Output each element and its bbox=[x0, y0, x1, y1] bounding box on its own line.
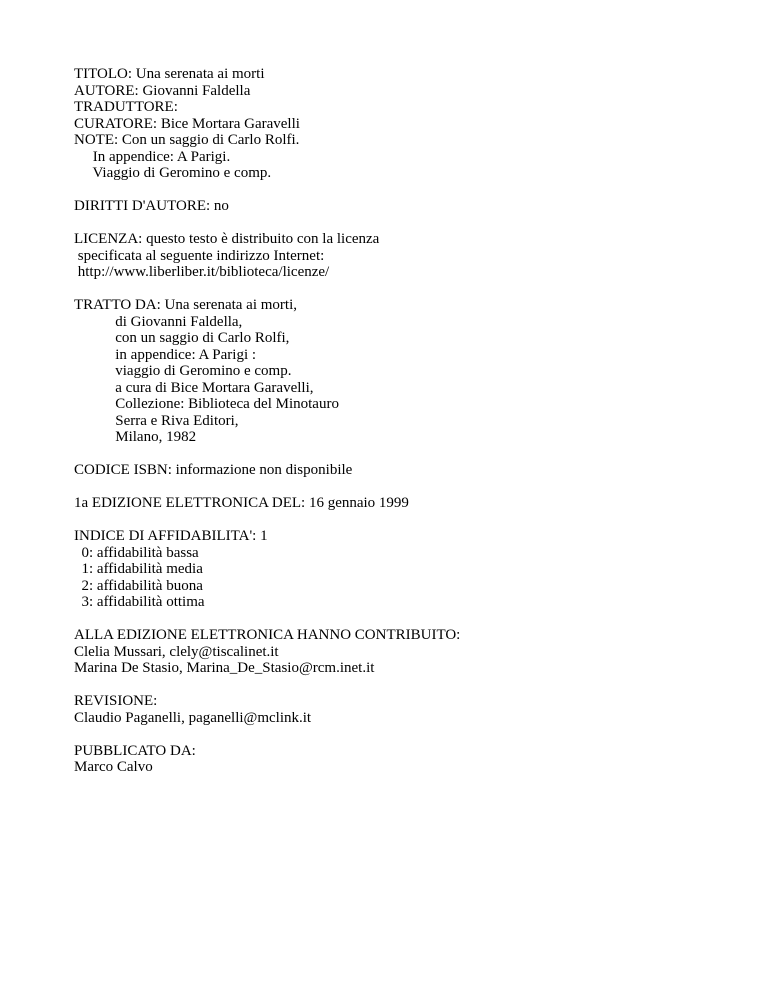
spacer bbox=[74, 281, 734, 298]
spacer bbox=[74, 611, 734, 628]
publisher-section bbox=[74, 743, 734, 776]
source-line: con un saggio di Carlo Rolfi, bbox=[74, 330, 290, 346]
source-section bbox=[74, 297, 734, 446]
reliability-line: 3: affidabilità ottima bbox=[74, 594, 205, 610]
revision-line: REVISIONE: bbox=[74, 693, 158, 709]
rights-line: DIRITTI D'AUTORE: no bbox=[74, 198, 229, 214]
editor-line: CURATORE: Bice Mortara Garavelli bbox=[74, 115, 300, 132]
reliability-line: 0: affidabilità bassa bbox=[74, 544, 199, 561]
license-section bbox=[74, 231, 734, 281]
revision-line: Claudio Paganelli, paganelli@mclink.it bbox=[74, 709, 312, 726]
document-body bbox=[74, 66, 734, 776]
spacer bbox=[74, 182, 734, 199]
license-line: specificata al seguente indirizzo Internet: bbox=[74, 247, 325, 264]
source-line: TRATTO DA: Una serenata ai morti, bbox=[74, 297, 298, 313]
title-line: TITOLO: Una serenata ai morti bbox=[74, 66, 265, 82]
reliability-line: 1: affidabilità media bbox=[74, 561, 203, 577]
source-line: viaggio di Geromino e comp. bbox=[74, 363, 292, 379]
contributors-section bbox=[74, 627, 734, 677]
contributors-line: ALLA EDIZIONE ELETTRONICA HANNO CONTRIBUITO: bbox=[74, 627, 461, 643]
contributors-line: Marina De Stasio, Marina_De_Stasio@rcm.inet.it bbox=[74, 660, 375, 676]
reliability-line: INDICE DI AFFIDABILITA': 1 bbox=[74, 528, 268, 544]
publisher-line: Marco Calvo bbox=[74, 759, 153, 775]
isbn-line: CODICE ISBN: informazione non disponibile bbox=[74, 462, 353, 478]
source-line: Collezione: Biblioteca del Minotauro bbox=[74, 396, 339, 412]
spacer bbox=[74, 726, 734, 743]
header-section bbox=[74, 66, 734, 182]
license-url: http://www.liberliber.it/biblioteca/licenze/ bbox=[74, 264, 330, 280]
reliability-section bbox=[74, 528, 734, 611]
source-line: a cura di Bice Mortara Garavelli, bbox=[74, 379, 314, 396]
notes-line: NOTE: Con un saggio di Carlo Rolfi. bbox=[74, 132, 300, 148]
spacer bbox=[74, 215, 734, 232]
notes-line: In appendice: A Parigi. bbox=[74, 148, 231, 165]
publisher-line: PUBBLICATO DA: bbox=[74, 742, 196, 759]
notes-line: Viaggio di Geromino e comp. bbox=[74, 165, 272, 181]
license-line: LICENZA: questo testo è distribuito con la licenza bbox=[74, 231, 380, 247]
translator-line: TRADUTTORE: bbox=[74, 99, 178, 115]
edition-line: 1a EDIZIONE ELETTRONICA DEL: 16 gennaio 1999 bbox=[74, 495, 409, 511]
reliability-line: 2: affidabilità buona bbox=[74, 577, 203, 594]
author-line: AUTORE: Giovanni Faldella bbox=[74, 82, 251, 99]
source-line: Serra e Riva Editori, bbox=[74, 412, 239, 429]
spacer bbox=[74, 446, 734, 463]
source-line: di Giovanni Faldella, bbox=[74, 313, 243, 330]
revision-section bbox=[74, 693, 734, 726]
spacer bbox=[74, 512, 734, 529]
spacer bbox=[74, 677, 734, 694]
source-line: in appendice: A Parigi : bbox=[74, 346, 257, 363]
spacer bbox=[74, 479, 734, 496]
contributors-line: Clelia Mussari, clely@tiscalinet.it bbox=[74, 643, 279, 660]
source-line: Milano, 1982 bbox=[74, 429, 197, 445]
